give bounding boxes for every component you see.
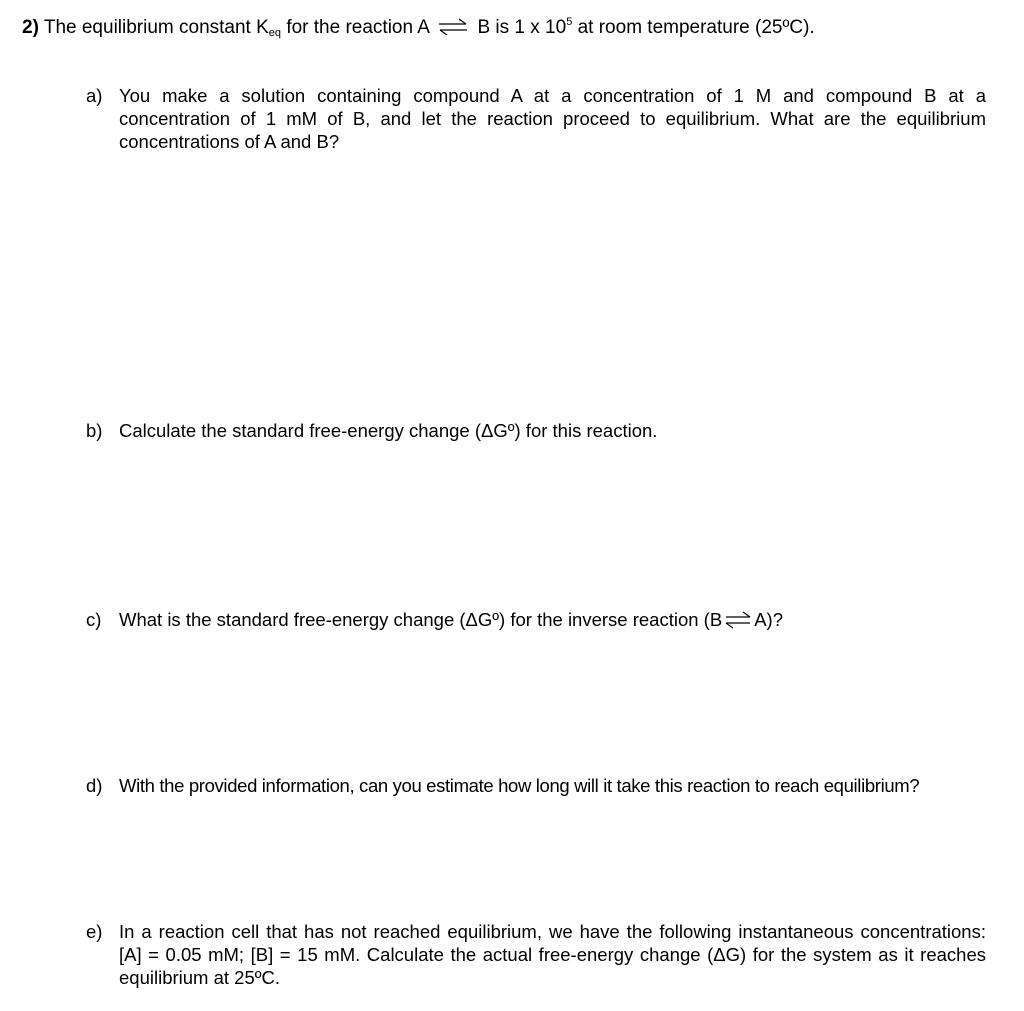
equilibrium-arrows-icon	[723, 611, 753, 629]
part-letter: d)	[86, 775, 103, 796]
part-c-text-end: A)?	[754, 609, 783, 630]
part-letter: a)	[86, 85, 103, 106]
part-d-text: With the provided information, can you estimate how long will it take this reaction to reach equilibrium?	[119, 775, 920, 796]
question-text-end: at room temperature (25ºC).	[572, 17, 815, 38]
part-a-text: You make a solution containing compound A at a concentration of 1 M and compound B at a concentration of 1 mM of B, and let the reaction proceed to equilibrium. What are the equilibrium concentrations of A and B?	[119, 85, 986, 152]
equilibrium-arrows-icon	[436, 17, 470, 37]
part-letter: e)	[86, 921, 103, 942]
question-text-reaction: for the reaction A	[281, 17, 429, 38]
part-a	[86, 84, 986, 153]
part-c-text-start: What is the standard free-energy change (ΔGº) for the inverse reaction (B	[119, 609, 723, 630]
part-letter: c)	[86, 609, 102, 630]
part-b-text: Calculate the standard free-energy change (ΔGº) for this reaction.	[119, 420, 658, 441]
part-letter: b)	[86, 420, 103, 441]
question-text-start: The equilibrium constant K	[43, 17, 269, 38]
part-e-text: In a reaction cell that has not reached equilibrium, we have the following instantaneous concentrations: [A] = 0.05 mM; [B] = 15 mM. Calculate the actual free-energy change (ΔG) for the system as it reaches equilibrium at 25ºC.	[119, 921, 986, 988]
part-d	[86, 774, 986, 797]
exponent: 5	[566, 16, 573, 28]
part-b	[86, 419, 986, 442]
question-number: 2)	[22, 17, 39, 38]
k-eq-subscript: eq	[268, 27, 282, 39]
question-text-keq-value: B is 1 x 10	[477, 17, 567, 38]
part-c	[86, 608, 986, 631]
part-e	[86, 920, 986, 989]
part-c-text	[119, 608, 986, 631]
question-title	[22, 15, 815, 41]
